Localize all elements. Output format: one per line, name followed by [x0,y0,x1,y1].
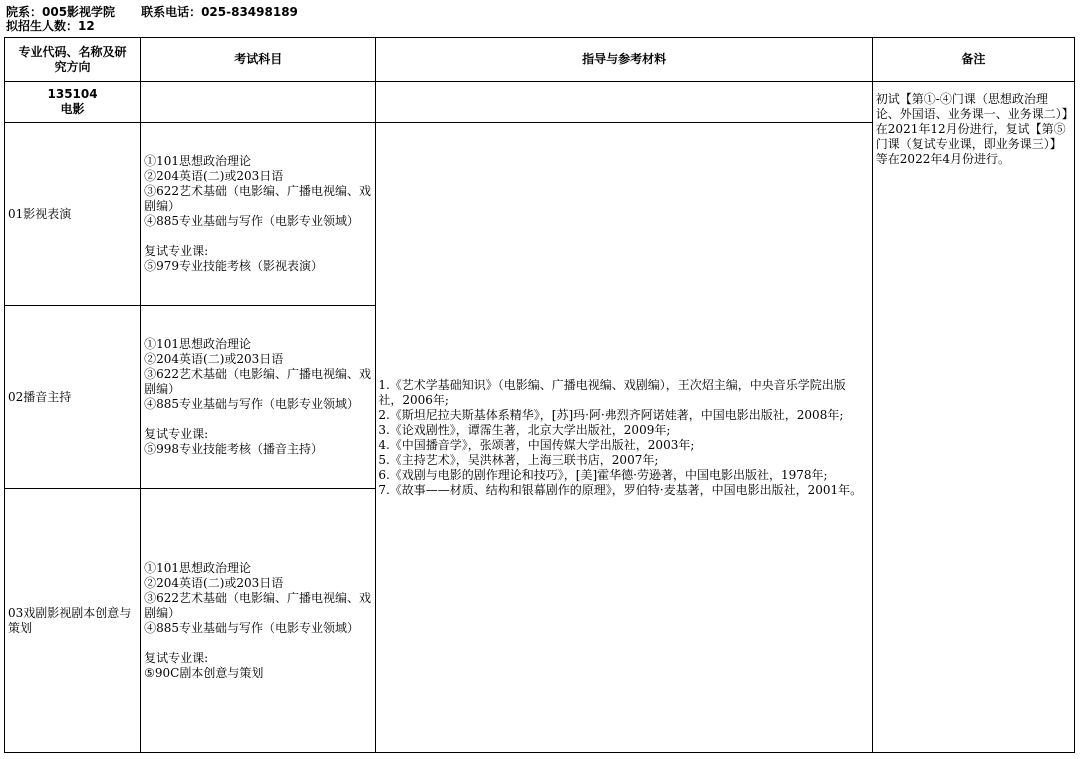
major-name: 电影 [60,102,85,116]
reference-item: 6.《戏剧与电影的剧作理论和技巧》，[美]霍华德·劳逊著，中国电影出版社，1978年; [378,467,828,482]
table-header-row [5,38,1075,82]
retest-subject: ⑤979专业技能考核（影视表演） [144,259,324,273]
direction-subjects [141,123,376,306]
retest-label: 复试专业课: [144,244,209,258]
references-cell [376,123,872,753]
reference-item: 7.《故事——材质、结构和银幕剧作的原理》，罗伯特·麦基著，中国电影出版社，2001年。 [378,482,863,497]
subject-item: ②204英语(二)或203日语 [144,575,284,590]
direction-name: 01影视表演 [5,123,141,306]
header-references: 指导与参考材料 [376,38,872,82]
notes-text: 初试【第①-④门课（思想政治理论、外国语、业务课一、业务课二）】在2021年12月份进行，复试【第⑤门课（复试专业课，即业务课三）】等在2022年4月份进行。 [875,92,1068,166]
header-line-2 [6,19,95,33]
subject-item: ③622艺术基础（电影编、广播电视编、戏剧编） [144,184,372,213]
department-label: 院系：005影视学院 [6,5,116,19]
quota-label: 拟招生人数：12 [6,19,95,33]
major-code-cell [5,82,141,123]
major-subjects-empty [141,82,376,123]
admission-table [4,37,1075,753]
subject-item: ③622艺术基础（电影编、广播电视编、戏剧编） [144,367,372,396]
major-row [5,82,1075,123]
direction-name: 02播音主持 [5,306,141,489]
header-notes: 备注 [872,38,1074,82]
subject-item: ③622艺术基础（电影编、广播电视编、戏剧编） [144,590,372,620]
subject-item: ②204英语(二)或203日语 [144,169,284,183]
retest-subject: ⑤998专业技能考核（播音主持） [144,442,324,456]
major-code: 135104 [47,87,98,101]
subject-item: ④885专业基础与写作（电影专业领域） [144,397,360,411]
direction-name: 03戏剧影视剧本创意与策划 [5,489,141,753]
reference-item: 5.《主持艺术》，吴洪林著，上海三联书店，2007年; [378,452,659,467]
subject-item: ④885专业基础与写作（电影专业领域） [144,214,360,228]
direction-subjects [141,489,376,753]
header-major: 专业代码、名称及研究方向 [5,38,141,82]
header-line-1 [6,5,298,19]
subject-item: ①101思想政治理论 [144,154,252,168]
major-references-empty [376,82,872,123]
phone-label: 联系电话：025-83498189 [141,5,298,19]
notes-cell [872,82,1074,753]
direction-subjects [141,306,376,489]
subject-item: ①101思想政治理论 [144,337,252,351]
subject-item: ②204英语(二)或203日语 [144,352,284,366]
reference-item: 4.《中国播音学》，张颂著，中国传媒大学出版社，2003年; [378,437,695,452]
subject-item: ①101思想政治理论 [144,560,252,575]
retest-label: 复试专业课: [144,427,209,441]
subject-item: ④885专业基础与写作（电影专业领域） [144,620,360,635]
retest-label: 复试专业课: [144,650,209,665]
reference-item: 3.《论戏剧性》，谭霈生著，北京大学出版社，2009年; [378,422,671,437]
retest-subject: ⑤90C剧本创意与策划 [144,665,264,680]
reference-item: 2.《斯坦尼拉夫斯基体系精华》，[苏]玛·阿·弗烈齐阿诺娃著，中国电影出版社，2008年; [378,407,844,422]
header-subjects: 考试科目 [141,38,376,82]
reference-item: 1.《艺术学基础知识》（电影编、广播电视编、戏剧编），王次炤主编，中央音乐学院出版社，2006年; [378,377,846,407]
